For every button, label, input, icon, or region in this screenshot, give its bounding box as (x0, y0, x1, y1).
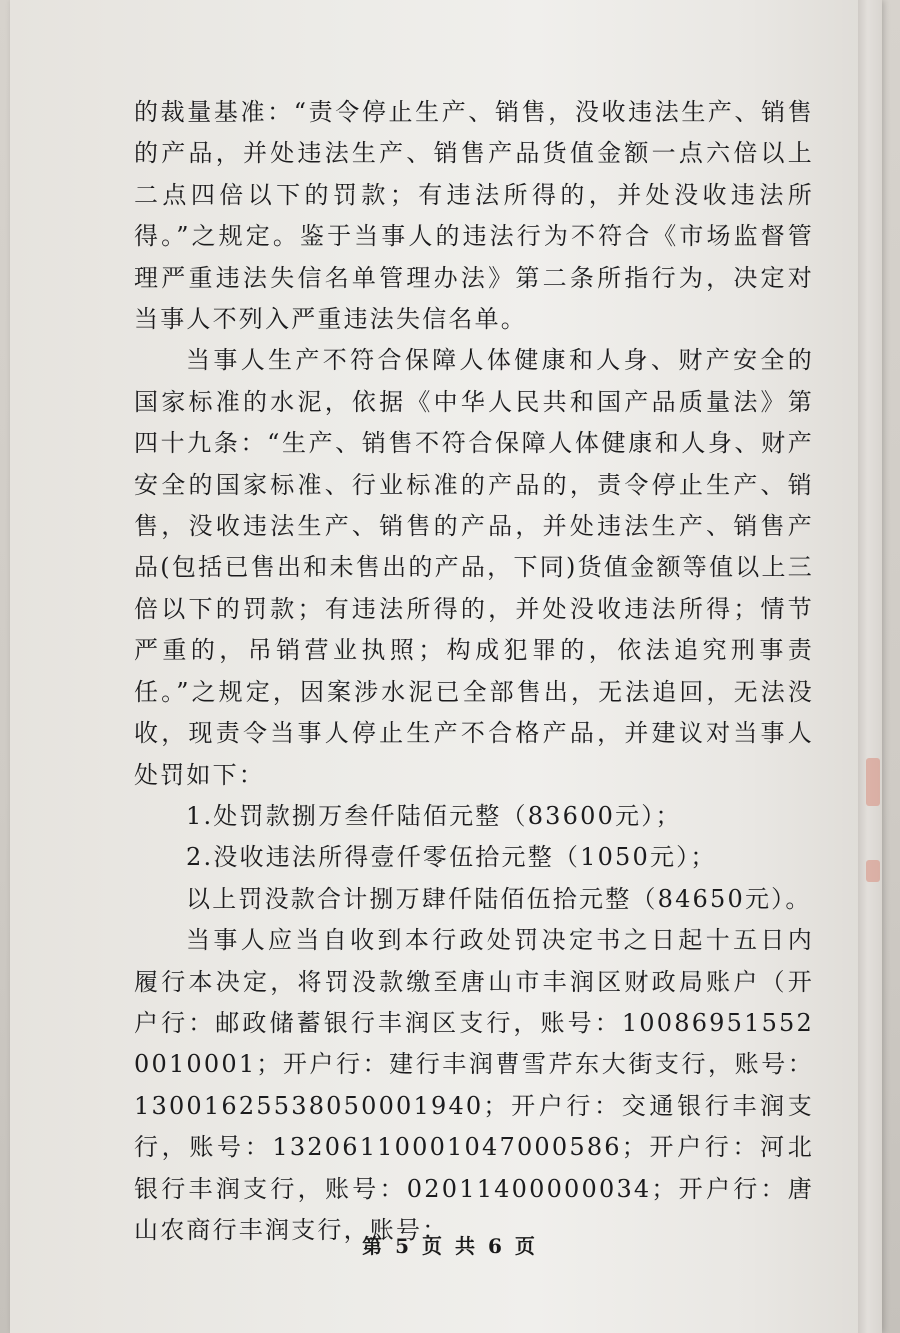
paragraph-1: 的裁量基准：“责令停止生产、销售，没收违法生产、销售的产品，并处违法生产、销售产品货值金额一点六倍以上二点四倍以下的罚款；有违法所得的，并处没收违法所得。”之规定。鉴于当事人的违法行为不符合《市场监督管理严重违法失信名单管理办法》第二条所指行为，决定对当事人不列入严重违法失信名单。 (134, 98, 814, 334)
payment-instructions: 当事人应当自收到本行政处罚决定书之日起十五日内履行本决定，将罚没款缴至唐山市丰润区财政局账户（开户行：邮政储蓄银行丰润区支行，账号：100869515520010001；开户行：建行丰润曹雪芹东大街支行，账号：13001625538050001940；开户行：交通银行丰润支行，账号：13206110001047000586；开户行：河北银行丰润支行，账号：02011400000034；开户行：唐山农商行丰润支行，账号： (134, 926, 814, 1244)
penalty-total: 以上罚没款合计捌万肆仟陆佰伍拾元整（84650元）。 (186, 884, 812, 913)
page-number-footer: 第 5 页 共 6 页 (362, 1234, 538, 1258)
red-seal-mark (866, 758, 880, 806)
red-seal-mark (866, 860, 880, 882)
document-body (134, 92, 814, 1251)
page-edge (858, 0, 882, 1333)
paragraph-2: 当事人生产不符合保障人体健康和人身、财产安全的国家标准的水泥，依据《中华人民共和国产品质量法》第四十九条：“生产、销售不符合保障人体健康和人身、财产安全的国家标准、行业标准的产品的，责令停止生产、销售，没收违法生产、销售的产品，并处违法生产、销售产品(包括已售出和未售出的产品，下同)货值金额等值以上三倍以下的罚款；有违法所得的，并处没收违法所得；情节严重的，吊销营业执照；构成犯罪的，依法追究刑事责任。”之规定，因案涉水泥已全部售出，无法追回，无法没收，现责令当事人停止生产不合格产品，并建议对当事人处罚如下： (134, 346, 814, 789)
penalty-item-2: 2.没收违法所得壹仟零伍拾元整（1050元）； (186, 843, 717, 872)
penalty-item-1: 1.处罚款捌万叁仟陆佰元整（83600元）； (186, 801, 682, 830)
